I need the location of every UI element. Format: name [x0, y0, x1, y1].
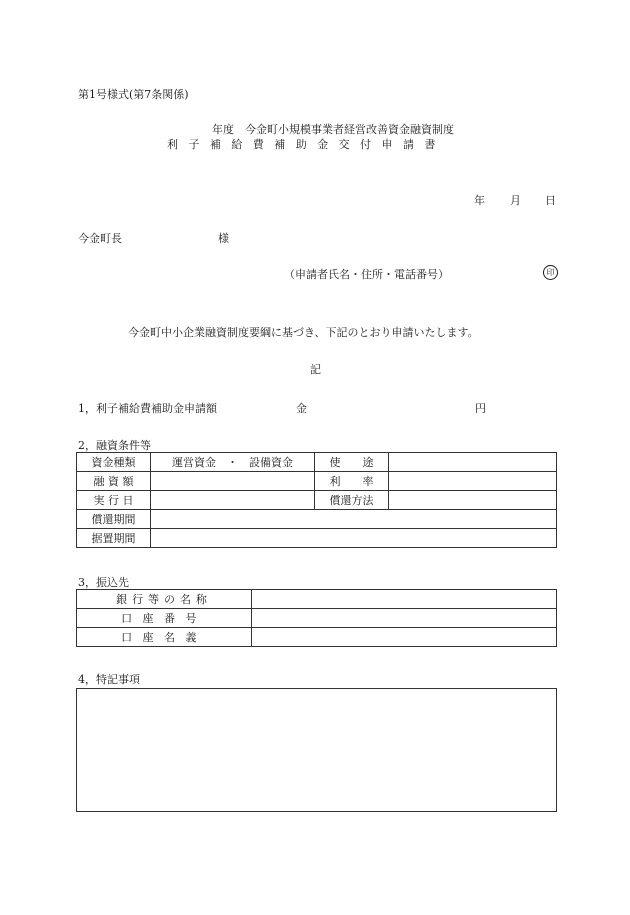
amount-prefix: 金 [296, 402, 307, 415]
loan-amount-field[interactable] [151, 472, 315, 491]
amount-unit: 円 [475, 402, 486, 415]
repayment-period-header: 償還期間 [77, 510, 151, 529]
bank-name-field[interactable] [252, 590, 557, 609]
addressee: 今金町長 [78, 232, 122, 245]
table-row [77, 628, 557, 647]
repayment-method-header: 償還方法 [315, 491, 389, 510]
account-number-header: 口座番号 [77, 609, 252, 628]
transfer-destination-table [76, 589, 557, 647]
table-row [77, 529, 557, 548]
execution-date-header: 実 行 日 [77, 491, 151, 510]
account-holder-field[interactable] [252, 628, 557, 647]
date-month: 月 [510, 194, 521, 207]
section1-label: 1，利子補給費補助金申請額 [78, 402, 217, 415]
fund-type-value: 運営資金 ・ 設備資金 [151, 453, 315, 472]
section4-label: 4，特記事項 [78, 673, 140, 686]
section3-label: 3，振込先 [78, 576, 129, 589]
applicant-label: （申請者氏名・住所・電話番号） [284, 268, 449, 281]
form-title-line1: 年度 今金町小規模事業者経営改善資金融資制度 [212, 123, 454, 136]
date-day: 日 [545, 194, 556, 207]
date-year: 年 [474, 194, 485, 207]
table-row [77, 472, 557, 491]
repayment-period-field[interactable] [151, 510, 557, 529]
table-row [77, 491, 557, 510]
section2-label: 2，融資条件等 [78, 439, 151, 452]
form-title-line2: 利子補給費補助金交付申請書 [167, 138, 446, 151]
purpose-field[interactable] [389, 453, 557, 472]
interest-rate-header: 利 率 [315, 472, 389, 491]
table-row [77, 590, 557, 609]
account-number-field[interactable] [252, 609, 557, 628]
table-row [77, 510, 557, 529]
execution-date-field[interactable] [151, 491, 315, 510]
fund-type-header: 資金種類 [77, 453, 151, 472]
interest-rate-field[interactable] [389, 472, 557, 491]
form-number: 第1号様式(第7条関係) [78, 88, 189, 101]
special-notes-box[interactable] [76, 688, 557, 812]
repayment-method-field[interactable] [389, 491, 557, 510]
grace-period-field[interactable] [151, 529, 557, 548]
addressee-suffix: 様 [218, 232, 229, 245]
account-holder-header: 口座名義 [77, 628, 252, 647]
application-statement: 今金町中小企業融資制度要綱に基づき、下記のとおり申請いたします。 [128, 326, 479, 339]
bank-name-header: 銀行等の名称 [77, 590, 252, 609]
grace-period-header: 据置期間 [77, 529, 151, 548]
seal-mark: 印 [543, 265, 558, 280]
table-row [77, 453, 557, 472]
ki-heading: 記 [310, 363, 321, 376]
loan-conditions-table [76, 452, 557, 548]
table-row [77, 609, 557, 628]
loan-amount-header: 融 資 額 [77, 472, 151, 491]
purpose-header: 使 途 [315, 453, 389, 472]
